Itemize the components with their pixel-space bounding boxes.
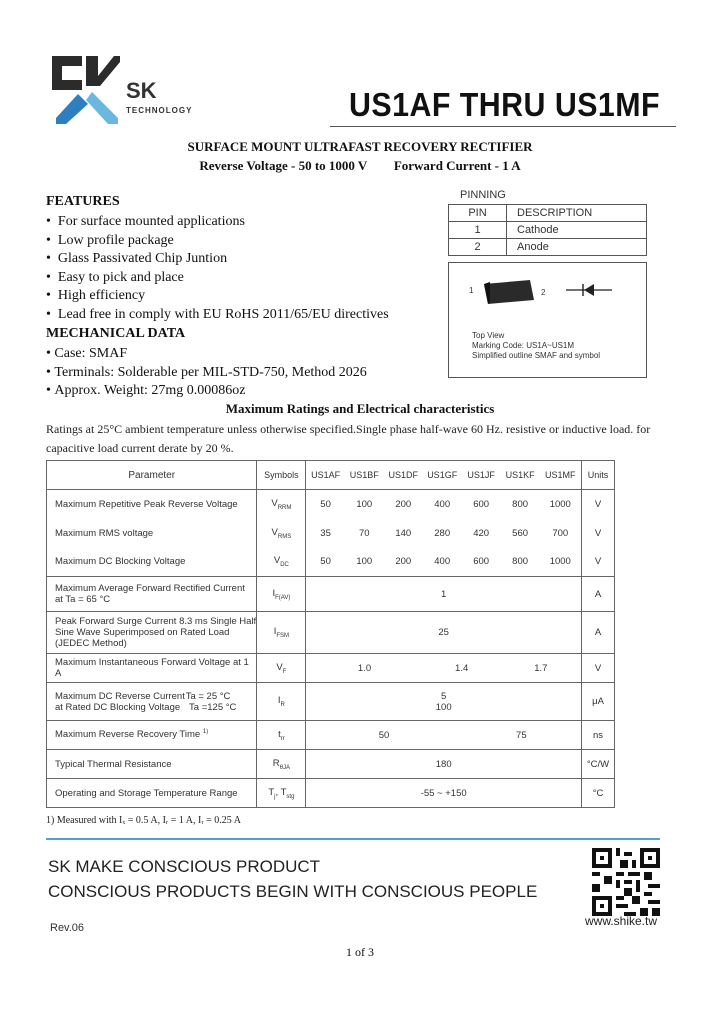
sk-logo-icon: [48, 52, 120, 124]
product-specs: [0, 158, 720, 174]
value-cell: 420: [473, 527, 490, 539]
header-cell: US1BF: [345, 461, 384, 490]
unit-cell: V: [582, 519, 615, 548]
mechanical-item: • Case: SMAF: [46, 345, 367, 364]
package-pin-1: 1: [469, 286, 474, 295]
table-row: [47, 577, 615, 612]
unit-cell: V: [582, 548, 615, 577]
smaf-package-icon: [478, 276, 538, 308]
diode-symbol-icon: [566, 282, 612, 298]
package-pin-2: 2: [541, 288, 546, 297]
page-number: 1 of 3: [346, 945, 374, 959]
header-cell: US1MF: [540, 461, 582, 490]
description-header: DESCRIPTION: [507, 205, 647, 222]
table-row: [47, 519, 615, 548]
value-cell: 200: [395, 498, 412, 510]
value-cell: 1.0: [306, 654, 423, 683]
symbol-cell: $V_{RMS}$: [257, 519, 306, 548]
value-cell: 50: [306, 721, 462, 750]
symbol-cell: $t_{rr}$: [257, 721, 306, 750]
value-cell: 5 100: [306, 683, 582, 721]
revision: Rev.06: [50, 922, 85, 934]
feature-item: • Easy to pick and place: [46, 269, 389, 288]
value-cell: 70: [359, 527, 370, 539]
website-url: www.shike.tw: [585, 914, 658, 928]
header-cell: US1GF: [423, 461, 462, 490]
package-caption: [472, 331, 600, 361]
unit-cell: A: [582, 577, 615, 612]
slogan-line-1: SK MAKE CONSCIOUS PRODUCT: [48, 857, 321, 876]
unit-cell: A: [582, 612, 615, 654]
header-cell: Units: [582, 461, 615, 490]
symbol-cell: $I_{F(AV)}$: [257, 577, 306, 612]
header-cell: US1AF: [306, 461, 345, 490]
table-row: [47, 461, 615, 490]
parameter-cell: Maximum Repetitive Peak Reverse Voltage: [47, 490, 257, 519]
symbol-cell: $V_{DC}$: [257, 548, 306, 577]
table-row: [47, 750, 615, 779]
value-cell: 600: [473, 498, 490, 510]
table-row: [449, 222, 647, 239]
ratings-table: [46, 460, 615, 808]
table-row: [47, 779, 615, 808]
header-cell: Symbols: [257, 461, 306, 490]
table-row: [47, 612, 615, 654]
pin-number: 2: [449, 239, 507, 256]
value-cell: 25: [306, 612, 582, 654]
symbol-cell: $T_j$, $T_{stg}$: [257, 779, 306, 808]
table-row: [47, 683, 615, 721]
header-cell: US1KF: [501, 461, 540, 490]
pinning-table: [448, 204, 647, 256]
value-cell: 200: [384, 548, 423, 577]
value-cell: 600: [462, 548, 501, 577]
unit-cell: V: [582, 490, 615, 519]
parameter-cell: Maximum RMS voltage: [47, 519, 257, 548]
logo-subtext: TECHNOLOGY: [126, 106, 193, 115]
value-cell: 100: [356, 498, 373, 510]
feature-item: • Glass Passivated Chip Juntion: [46, 250, 389, 269]
value-cell: 700: [540, 519, 582, 548]
ratings-heading: Maximum Ratings and Electrical characteristics: [225, 401, 495, 416]
header-cell: US1DF: [384, 461, 423, 490]
value-cell: 35: [320, 527, 331, 539]
value-cell: 800: [501, 548, 540, 577]
value-cell: 560: [512, 527, 529, 539]
qr-code-icon: [592, 848, 660, 916]
table-footnote: 1) Measured with Iₓ = 0.5 A, Iᵣ = 1 A, Iᵣ = 0.25 A: [46, 815, 241, 826]
feature-item: • Low profile package: [46, 232, 389, 251]
product-subtitle: SURFACE MOUNT ULTRAFAST RECOVERY RECTIFIER: [187, 139, 533, 154]
table-row: [47, 654, 615, 683]
parameter-cell: Maximum DC Reverse Current Ta = 25 °C at Rated DC Blocking Voltage Ta =125 °C: [47, 683, 257, 721]
parameter-cell: Maximum Average Forward Rectified Current at Ta = 65 °C: [47, 577, 257, 612]
mechanical-item: • Terminals: Solderable per MIL-STD-750, Method 2026: [46, 364, 367, 383]
parameter-cell: Maximum Instantaneous Forward Voltage at 1 A: [47, 654, 257, 683]
caption-line: Simplified outline SMAF and symbol: [472, 351, 601, 360]
symbol-cell: $R_{\theta JA}$: [257, 750, 306, 779]
mechanical-list: [46, 345, 367, 401]
mechanical-heading: MECHANICAL DATA: [46, 326, 186, 341]
footer-divider: [46, 838, 660, 840]
pin-number: 1: [449, 222, 507, 239]
caption-line: Marking Code: US1A~US1M: [472, 341, 575, 350]
value-cell: 1.7: [501, 654, 582, 683]
value-cell: 400: [434, 498, 451, 510]
page-title: US1AF THRU US1MF: [349, 86, 660, 123]
value-cell: 1: [306, 577, 582, 612]
title-divider: [330, 126, 676, 127]
table-row: [449, 239, 647, 256]
pin-description: Anode: [507, 239, 647, 256]
value-cell: 1000: [540, 548, 582, 577]
symbol-cell: $V_{RRM}$: [257, 490, 306, 519]
value-cell: 100: [345, 548, 384, 577]
unit-cell: °C: [582, 779, 615, 808]
header-cell: Parameter: [47, 461, 257, 490]
parameter-cell: Peak Forward Surge Current 8.3 ms Single Half Sine Wave Superimposed on Rated Load (JEDEC Method): [47, 612, 257, 654]
unit-cell: °C/W: [582, 750, 615, 779]
value-cell: 1000: [540, 490, 582, 519]
ratings-intro: Ratings at 25°C ambient temperature unless otherwise specified.Single phase half-wave 60 Hz. resistive or inductive load. for capacitive load current derate by 20 %.: [46, 422, 651, 455]
features-list: [46, 213, 389, 325]
reverse-voltage: Reverse Voltage - 50 to 1000 V: [199, 158, 368, 173]
value-cell: 50: [306, 548, 345, 577]
logo-text: SK: [126, 78, 157, 103]
table-row: [47, 548, 615, 577]
parameter-cell: Maximum DC Blocking Voltage: [47, 548, 257, 577]
value-cell: -55 ~ +150: [306, 779, 582, 808]
value-cell: 180: [306, 750, 582, 779]
parameter-cell: Typical Thermal Resistance: [47, 750, 257, 779]
caption-line: Top View: [472, 331, 505, 340]
symbol-cell: $I_R$: [257, 683, 306, 721]
forward-current: Forward Current - 1 A: [393, 158, 521, 173]
value-cell: 140: [395, 527, 412, 539]
mechanical-item: • Approx. Weight: 27mg 0.00086oz: [46, 382, 367, 401]
parameter-cell: Operating and Storage Temperature Range: [47, 779, 257, 808]
slogan-line-2: CONSCIOUS PRODUCTS BEGIN WITH CONSCIOUS PEOPLE: [48, 882, 538, 901]
value-cell: 400: [423, 548, 462, 577]
parameter-cell: Maximum Reverse Recovery Time $^{1)}$: [47, 721, 257, 750]
unit-cell: ns: [582, 721, 615, 750]
value-cell: 75: [462, 721, 582, 750]
header-cell: US1JF: [462, 461, 501, 490]
symbol-cell: $I_{FSM}$: [257, 612, 306, 654]
feature-item: • For surface mounted applications: [46, 213, 389, 232]
value-cell: 50: [320, 498, 331, 510]
feature-item: • High efficiency: [46, 287, 389, 306]
unit-cell: V: [582, 654, 615, 683]
feature-item: • Lead free in comply with EU RoHS 2011/65/EU directives: [46, 306, 389, 325]
table-row: [47, 490, 615, 519]
value-cell: 800: [512, 498, 529, 510]
symbol-cell: $V_F$: [257, 654, 306, 683]
table-row: [449, 205, 647, 222]
value-cell: 1.4: [423, 654, 501, 683]
pin-header: PIN: [449, 205, 507, 222]
pinning-heading: PINNING: [460, 189, 506, 201]
value-cell: 280: [434, 527, 451, 539]
features-heading: FEATURES: [46, 194, 120, 209]
pin-description: Cathode: [507, 222, 647, 239]
table-row: [47, 721, 615, 750]
unit-cell: μA: [582, 683, 615, 721]
